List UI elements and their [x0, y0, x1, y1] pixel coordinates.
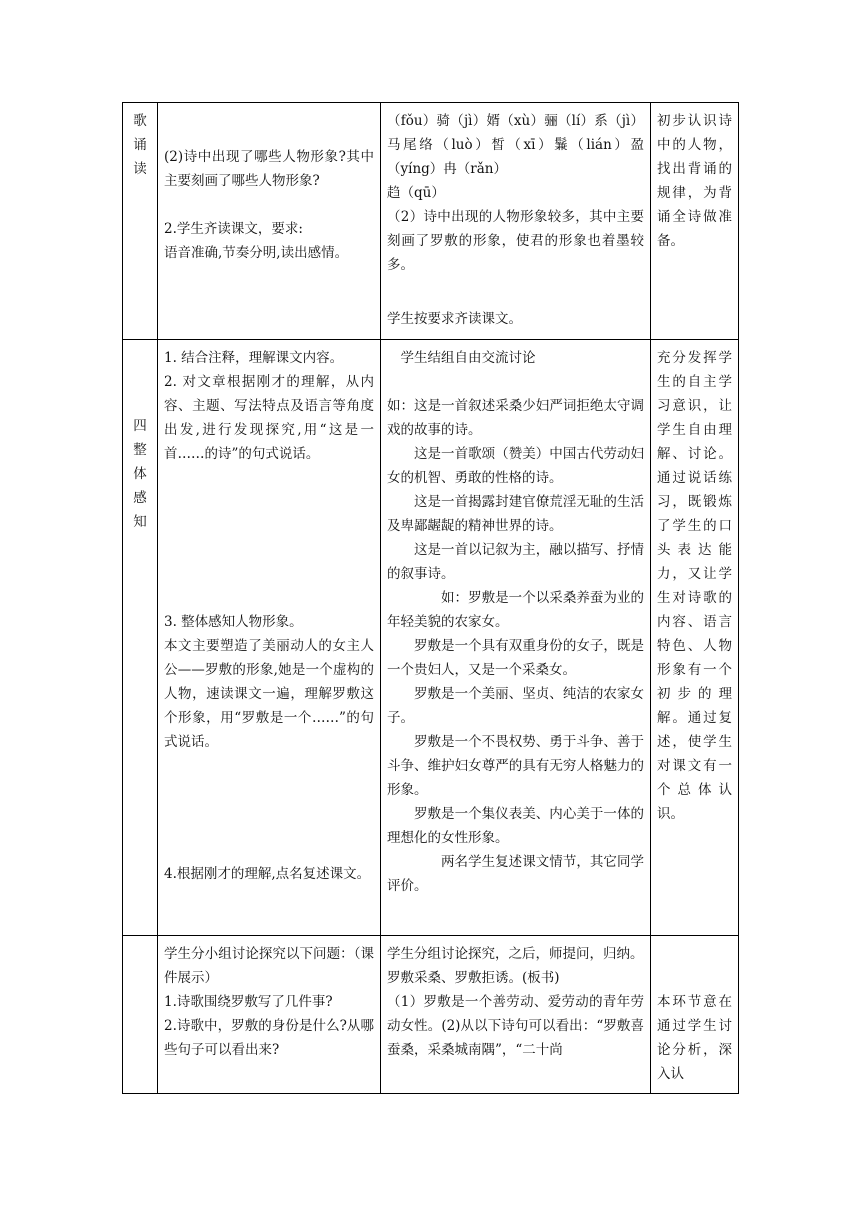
student-text: 学生结组自由交流讨论: [400, 350, 536, 366]
stage-cell: [123, 340, 158, 936]
student-activity-cell: [381, 340, 651, 936]
student-text: （fǒu）骑（jì）婿（xù）骊（lí）系（jì）马尾络（luò）皙（xī）鬑（lián）盈（yíng）冉（rǎn）: [387, 113, 644, 177]
student-text: 罗敷是一个集仪表美、内心美于一体的理想化的女性形象。: [387, 806, 644, 846]
student-activity-cell: [381, 103, 651, 340]
intent-text: 充分发挥学生的自主学习意识，让学生自由理解、讨论。通过说话练习，既锻炼了学生的口头表达能力，又让学生对诗歌的内容、语言特色、人物形象有一个初步的理解。通过复述，使学生对课文有一个总体认识。: [657, 350, 732, 822]
student-text: 两名学生复述课文情节，其它同学评价。: [387, 854, 644, 894]
table-row: [123, 936, 739, 1094]
teacher-text: 1.诗歌围绕罗敷写了几件事?: [164, 994, 333, 1010]
student-activity-cell: [381, 936, 651, 1094]
teacher-text: 3. 整体感知人物形象。: [164, 614, 303, 630]
teacher-activity-cell: [158, 936, 381, 1094]
teacher-text: (2)诗中出现了哪些人物形象?其中主要刻画了哪些人物形象?: [164, 149, 374, 189]
student-text: 趋（qū）: [387, 185, 445, 201]
teacher-text: 本文主要塑造了美丽动人的女主人公——罗敷的形象,她是一个虚构的人物，速读课文一遍，理解罗敷这个形象，用“罗敷是一个……”的句式说话。: [164, 638, 374, 750]
design-intent-cell: [651, 103, 739, 340]
student-text: 罗敷是一个不畏权势、勇于斗争、善于斗争、维护妇女尊严的具有无穷人格魅力的形象。: [387, 734, 644, 798]
stage-char: 四: [133, 418, 147, 434]
student-text: 学生按要求齐读课文。: [387, 311, 522, 327]
stage-char: 知: [133, 514, 147, 530]
design-intent-cell: [651, 936, 739, 1094]
intent-text: 初步认识诗中的人物，找出背诵的规律，为背诵全诗做准备。: [657, 113, 732, 249]
student-text: 这是一首以记叙为主，融以描写、抒情的叙事诗。: [387, 542, 644, 582]
lesson-plan-table: [122, 102, 739, 1094]
stage-cell: [123, 936, 158, 1094]
student-text: （1）罗敷是一个善劳动、爱劳动的青年劳动女性。(2)从以下诗句可以看出：“罗敷喜蚕桑，采桑城南隅”，“二十尚: [387, 994, 644, 1058]
stage-char: 读: [133, 161, 147, 177]
teacher-activity-cell: [158, 340, 381, 936]
teacher-text: 2. 对文章根据刚才的理解，从内容、主题、写法特点及语言等角度出发,进行发现探究,用“这是一首……的诗”的句式说话。: [164, 374, 374, 462]
student-text: （2）诗中出现的人物形象较多，其中主要刻画了罗敷的形象，使君的形象也着墨较多。: [387, 209, 644, 273]
table-row: [123, 103, 739, 340]
stage-char: 感: [133, 490, 147, 506]
student-text: 这是一首揭露封建官僚荒淫无耻的生活及卑鄙龌龊的精神世界的诗。: [387, 494, 644, 534]
student-text: 如：这是一首叙述采桑少妇严词拒绝太守调戏的故事的诗。: [387, 398, 644, 438]
student-text: 罗敷采桑、罗敷拒诱。(板书): [387, 970, 560, 986]
student-text: 罗敷是一个美丽、坚贞、纯洁的农家女子。: [387, 686, 644, 726]
stage-cell: [123, 103, 158, 340]
teacher-activity-cell: [158, 103, 381, 340]
table-row: [123, 340, 739, 936]
student-text: 这是一首歌颂（赞美）中国古代劳动妇女的机智、勇敢的性格的诗。: [387, 446, 644, 486]
teacher-text: 1. 结合注释，理解课文内容。: [164, 350, 344, 366]
intent-text: 本环节意在通过学生讨论分析，深入认: [657, 994, 732, 1082]
stage-char: 体: [133, 466, 147, 482]
student-text: 学生分组讨论探究，之后，师提问，归纳。: [387, 946, 644, 962]
stage-char: 整: [133, 442, 147, 458]
design-intent-cell: [651, 340, 739, 936]
student-text: 如：罗敷是一个以采桑养蚕为业的年轻美貌的农家女。: [387, 590, 644, 630]
teacher-text: 2.学生齐读课文，要求:: [164, 221, 303, 237]
teacher-text: 2.诗歌中，罗敷的身份是什么?从哪些句子可以看出来?: [164, 1018, 374, 1058]
student-text: 罗敷是一个具有双重身份的女子，既是一个贵妇人，又是一个采桑女。: [387, 638, 644, 678]
teacher-text: 语音准确,节奏分明,读出感情。: [164, 245, 349, 261]
stage-char: 诵: [133, 137, 147, 153]
teacher-text: 4.根据刚才的理解,点名复述课文。: [164, 866, 371, 882]
teacher-text: 学生分小组讨论探究以下问题：（课件展示）: [164, 946, 374, 986]
stage-char: 歌: [133, 113, 147, 129]
